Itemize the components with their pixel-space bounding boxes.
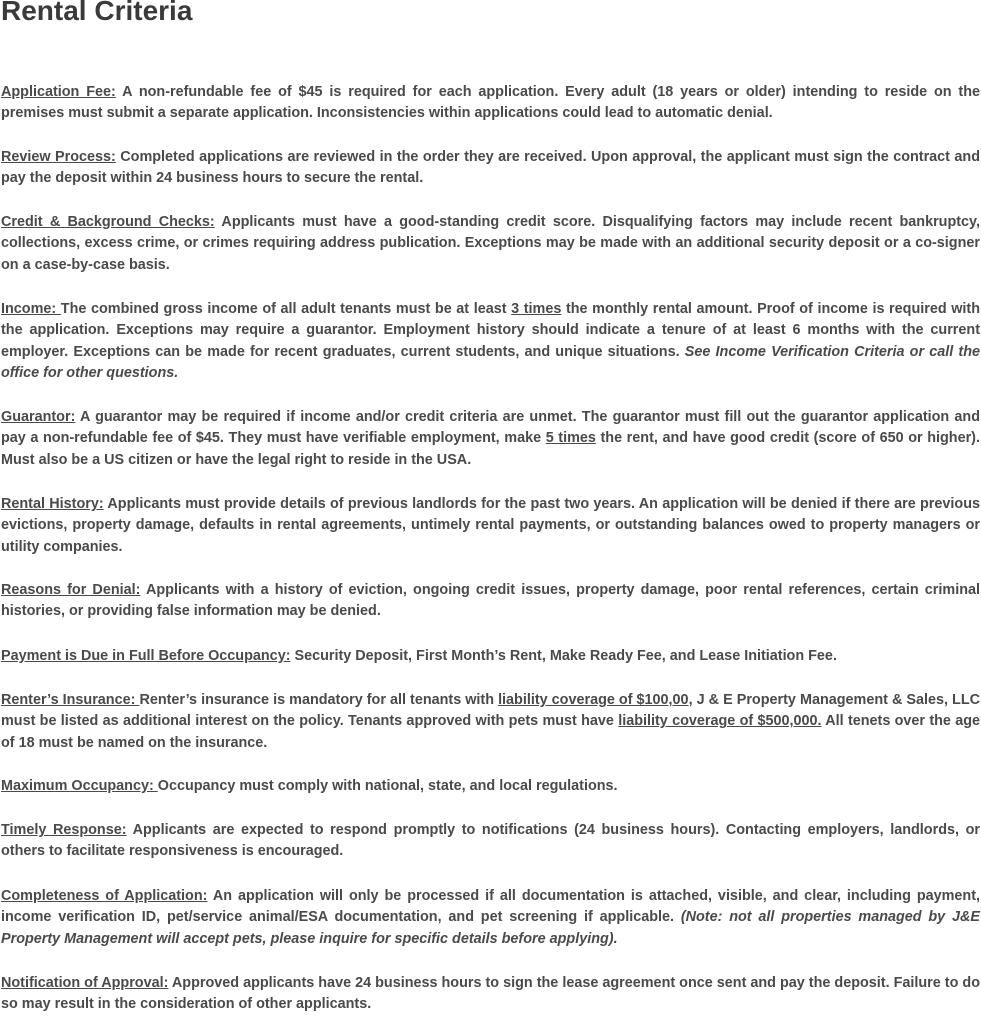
section-body: Approved applicants have 24 business hours to sign the lease agreement once sent and pay the deposit. Failure to do so may result in the consideration of other applicants. bbox=[1, 975, 980, 1013]
section-heading: Timely Response: bbox=[1, 822, 127, 838]
section-heading: Rental History: bbox=[1, 496, 104, 512]
section-body: Completed applications are reviewed in the order they are received. Upon approval, the applicant must sign the contract and pay the deposit within 24 business hours to secure the rental. bbox=[1, 149, 981, 187]
page-title: Rental Criteria bbox=[1, 0, 193, 26]
pet-liability-coverage-amount: liability coverage of $500,000. bbox=[618, 713, 822, 730]
section-body: Applicants are expected to respond promptly to notifications (24 business hours). Contacting employers, landlords, or others to facilitate responsiveness is encouraged. bbox=[1, 822, 980, 860]
section-notification-of-approval bbox=[1, 973, 980, 1016]
section-rental-history bbox=[1, 494, 980, 558]
section-body: A non-refundable fee of $45 is required for each application. Every adult (18 years or older) intending to reside on the premises must submit a separate application. Inconsistencies within applications could lead to automatic denial. bbox=[1, 84, 980, 122]
guarantor-multiplier: 5 times bbox=[545, 430, 596, 447]
section-heading: Notification of Approval: bbox=[1, 975, 169, 991]
section-body: , J & E Property Management & Sales, LLC must be listed as additional interest on the policy. Tenants approved with pets must have bbox=[1, 692, 981, 730]
section-note: See Income Verification Criteria or call the office for other questions. bbox=[1, 343, 980, 382]
section-heading: Reasons for Denial: bbox=[1, 582, 141, 598]
section-body: Renter’s insurance is mandatory for all tenants with bbox=[139, 692, 499, 708]
section-application-fee bbox=[1, 82, 980, 125]
section-heading: Payment is Due in Full Before Occupancy: bbox=[1, 648, 291, 664]
section-reasons-for-denial bbox=[1, 580, 980, 623]
section-body: All tenets over the age of 18 must be named on the insurance. bbox=[1, 713, 980, 751]
section-maximum-occupancy bbox=[1, 776, 980, 797]
section-body: the rent, and have good credit (score of 650 or higher). Must also be a US citizen or have the legal right to reside in the USA. bbox=[1, 430, 980, 468]
section-heading: Review Process: bbox=[1, 149, 116, 165]
section-review-process bbox=[1, 147, 980, 190]
section-credit-background bbox=[1, 212, 980, 276]
section-body: Applicants must provide details of previous landlords for the past two years. An application will be denied if there are previous evictions, property damage, defaults in rental agreements, untimely rental payments, or outstanding balances owed to property managers or utility companies. bbox=[1, 496, 980, 555]
section-body: the monthly rental amount. Proof of income is required with the application. Exceptions may require a guarantor. Employment history should indicate a tenure of at least 6 months with the current employer. Exceptions can be made for recent graduates, current students, and unique situations. bbox=[1, 301, 981, 360]
section-payment-due bbox=[1, 646, 980, 667]
section-guarantor bbox=[1, 407, 980, 471]
section-body: A guarantor may be required if income and/or credit criteria are unmet. The guarantor must fill out the guarantor application and pay a non-refundable fee of $45. They must have verifiable employment, make bbox=[1, 409, 980, 447]
section-note: (Note: not all properties managed by J&E Property Management will accept pets, please inquire for specific details before applying). bbox=[1, 909, 980, 947]
section-heading: Application Fee: bbox=[1, 84, 116, 100]
section-heading: Completeness of Application: bbox=[1, 888, 208, 904]
section-body: Applicants must have a good-standing credit score. Disqualifying factors may include recent bankruptcy, collections, excess crime, or crimes requiring address publication. Exceptions may be made with an additional security deposit or a co-signer on a case-by-case basis. bbox=[1, 214, 980, 273]
section-heading: Renter’s Insurance: bbox=[1, 692, 140, 708]
section-heading: Credit & Background Checks: bbox=[1, 214, 215, 230]
section-renters-insurance bbox=[1, 690, 980, 754]
section-body: An application will only be processed if all documentation is attached, visible, and clear, including payment, income verification ID, pet/service animal/ESA documentation, and pet screening if applicable. bbox=[1, 888, 980, 926]
section-heading: Guarantor: bbox=[1, 409, 76, 425]
section-completeness bbox=[1, 886, 980, 950]
income-multiplier: 3 times bbox=[511, 301, 562, 317]
section-body: The combined gross income of all adult tenants must be at least bbox=[60, 301, 512, 317]
section-body: Security Deposit, First Month’s Rent, Make Ready Fee, and Lease Initiation Fee. bbox=[290, 648, 837, 664]
section-heading: Income: bbox=[1, 301, 61, 317]
section-body: Applicants with a history of eviction, ongoing credit issues, property damage, poor rental references, certain criminal histories, or providing false information may be denied. bbox=[1, 582, 980, 620]
section-income bbox=[1, 299, 980, 385]
section-body: Occupancy must comply with national, state, and local regulations. bbox=[157, 778, 618, 794]
section-timely-response bbox=[1, 820, 980, 863]
section-heading: Maximum Occupancy: bbox=[1, 778, 158, 794]
liability-coverage-amount: liability coverage of $100,00 bbox=[498, 692, 689, 708]
